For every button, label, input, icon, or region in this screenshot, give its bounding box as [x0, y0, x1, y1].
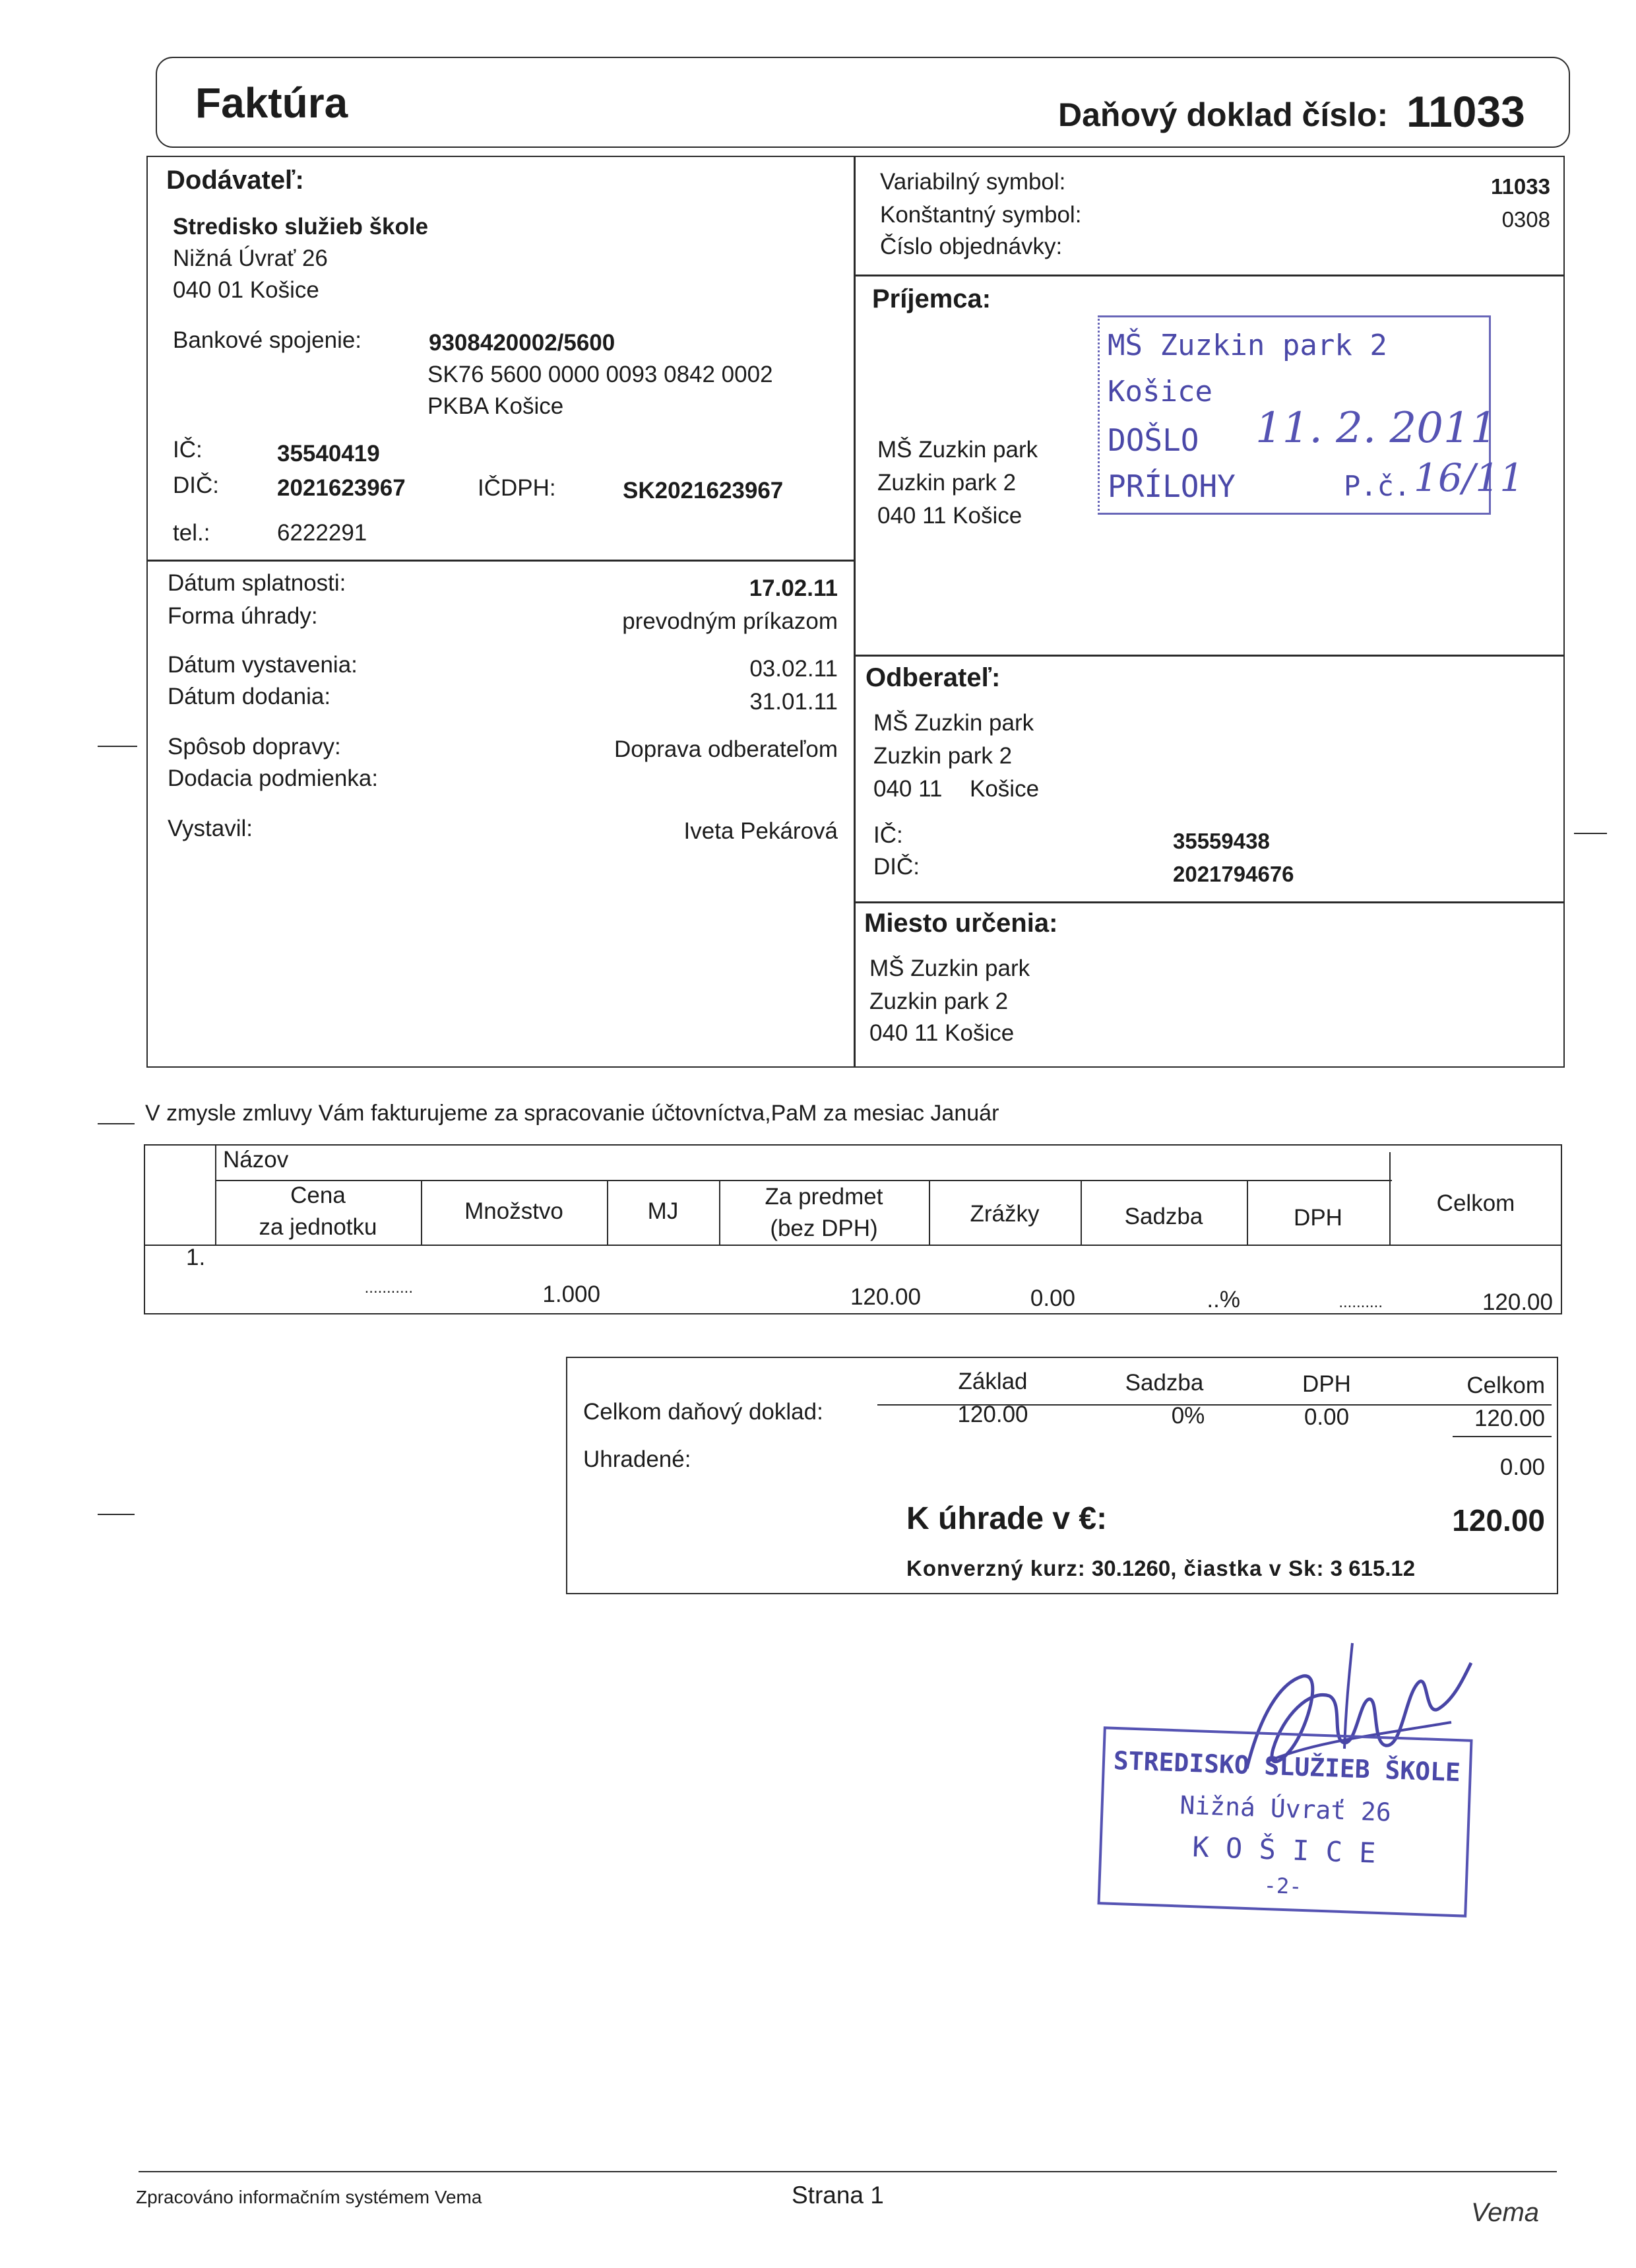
margin-mark-4 — [98, 1514, 135, 1515]
supplier-street: Nižná Úvrať 26 — [173, 245, 328, 271]
supplier-city: 040 01 Košice — [173, 277, 319, 303]
summary-col-total: Celkom — [1466, 1373, 1545, 1398]
col-header-quantity: Množstvo — [464, 1198, 563, 1224]
summary-col-vat: DPH — [1302, 1371, 1351, 1397]
constant-symbol-label: Konštantný symbol: — [880, 202, 1082, 228]
customer-dic: 2021794676 — [1173, 862, 1294, 886]
transport-value: Doprava odberateľom — [614, 736, 838, 762]
info-divider-vertical — [854, 156, 856, 1068]
variable-symbol-value: 11033 — [1491, 174, 1550, 199]
order-number-label: Číslo objednávky: — [880, 234, 1063, 259]
margin-mark-3 — [98, 1123, 135, 1124]
item-deductions: 0.00 — [1030, 1285, 1075, 1311]
received-stamp — [1098, 315, 1525, 515]
received-date-handwritten: 11. 2. 2011 — [1255, 404, 1497, 453]
col-header-name: Názov — [223, 1147, 289, 1173]
company-stamp-line1: STREDISKO SLUŽIEB ŠKOLE — [1113, 1745, 1461, 1788]
summary-vat: 0.00 — [1304, 1404, 1350, 1430]
items-header-line-2 — [144, 1245, 1562, 1246]
footer-line — [139, 2171, 1557, 2172]
item-unit-price: ........... — [364, 1279, 413, 1297]
symbols-bottom-line — [854, 275, 1565, 276]
supplier-dic: 2021623967 — [277, 475, 406, 501]
payment-form-label: Forma úhrady: — [168, 603, 318, 629]
info-frame — [146, 156, 1565, 1068]
col-header-subject-1: Za predmet — [765, 1184, 883, 1210]
item-vat: .......... — [1338, 1293, 1383, 1311]
total-doc-label: Celkom daňový doklad: — [583, 1399, 823, 1425]
terms-label: Dodacia podmienka: — [168, 765, 379, 791]
customer-street: Zuzkin park 2 — [873, 743, 1013, 769]
item-rate: ..% — [1207, 1287, 1240, 1312]
customer-dic-label: DIČ: — [873, 854, 920, 880]
destination-city: 040 11 Košice — [869, 1020, 1015, 1046]
col-header-rate: Sadzba — [1124, 1204, 1203, 1229]
issue-date-label: Dátum vystavenia: — [168, 652, 358, 678]
received-stamp-line1: MŠ Zuzkin park 2 — [1108, 329, 1387, 362]
company-stamp — [1097, 1726, 1472, 1917]
supplier-ico-label: IČ: — [173, 437, 203, 463]
destination-street: Zuzkin park 2 — [869, 988, 1009, 1014]
summary-col-base: Základ — [958, 1369, 1028, 1394]
conversion-line — [906, 1556, 1415, 1581]
item-quantity: 1.000 — [542, 1281, 600, 1307]
supplier-icdph-label: IČDPH: — [478, 475, 556, 501]
bank-label: Bankové spojenie: — [173, 327, 362, 353]
company-stamp-line4: -2- — [1263, 1872, 1303, 1899]
customer-name: MŠ Zuzkin park — [873, 710, 1034, 736]
delivery-date-value: 31.01.11 — [749, 689, 838, 715]
bank-account: 9308420002/5600 — [429, 330, 615, 356]
margin-mark-2 — [1574, 833, 1607, 834]
customer-ico: 35559438 — [1173, 829, 1270, 853]
due-date-value: 17.02.11 — [749, 575, 838, 601]
bank-name: PKBA Košice — [427, 393, 564, 419]
summary-values-line — [1453, 1436, 1552, 1437]
supplier-name: Stredisko služieb škole — [173, 214, 429, 240]
issue-date-value: 03.02.11 — [749, 656, 838, 682]
supplier-icdph: SK2021623967 — [623, 478, 784, 503]
footer-brand-logo: Vema — [1471, 2198, 1540, 2227]
supplier-heading: Dodávateľ: — [166, 166, 304, 195]
summary-col-rate: Sadzba — [1125, 1370, 1204, 1396]
pc-value-handwritten: 16/11 — [1414, 455, 1525, 500]
supplier-bottom-line — [146, 560, 854, 562]
summary-base: 120.00 — [957, 1402, 1028, 1427]
destination-heading: Miesto určenia: — [864, 909, 1058, 938]
col-header-unit-price-2: za jednotku — [259, 1214, 377, 1240]
summary-total: 120.00 — [1474, 1406, 1545, 1431]
due-date-label: Dátum splatnosti: — [168, 570, 346, 596]
customer-postcode: 040 11 — [873, 776, 943, 802]
amount-due-value: 120.00 — [1452, 1503, 1545, 1538]
col-header-subject-2: (bez DPH) — [770, 1215, 878, 1241]
margin-mark-1 — [98, 746, 137, 747]
destination-name: MŠ Zuzkin park — [869, 956, 1030, 981]
supplier-tel: 6222291 — [277, 520, 367, 546]
tax-doc-label: Daňový doklad číslo: — [1058, 96, 1389, 133]
constant-symbol-value: 0308 — [1501, 207, 1550, 232]
transport-label: Spôsob dopravy: — [168, 734, 341, 760]
tax-doc-number: 11033 — [1406, 87, 1525, 136]
issuer-label: Vystavil: — [168, 816, 253, 841]
pc-label: P.č. — [1344, 470, 1411, 502]
customer-ico-label: IČ: — [873, 822, 903, 848]
payment-form-value: prevodným príkazom — [622, 608, 838, 634]
supplier-dic-label: DIČ: — [173, 472, 219, 498]
page-title: Faktúra — [195, 79, 348, 127]
paid-value: 0.00 — [1499, 1454, 1545, 1480]
item-total: 120.00 — [1482, 1289, 1553, 1315]
col-header-unit: MJ — [647, 1198, 679, 1224]
variable-symbol-label: Variabilný symbol: — [880, 169, 1066, 195]
col-header-unit-price-1: Cena — [290, 1183, 346, 1208]
issuer-value: Iveta Pekárová — [683, 818, 838, 844]
item-row-number: 1. — [186, 1245, 206, 1270]
sk-amount: 3 615.12 — [1330, 1556, 1416, 1580]
conversion-rate: 30.1260 — [1091, 1556, 1171, 1580]
footer-system-note: Zpracováno informačním systémem Vema — [136, 2187, 482, 2207]
recipient-city: 040 11 Košice — [877, 503, 1022, 529]
sk-label: , čiastka v Sk: — [1170, 1556, 1325, 1580]
col-header-deductions: Zrážky — [970, 1201, 1040, 1227]
recipient-name: MŠ Zuzkin park — [877, 437, 1038, 463]
col-header-total: Celkom — [1436, 1190, 1515, 1216]
company-stamp-line3: K O Š I C E — [1191, 1831, 1377, 1869]
customer-heading: Odberateľ: — [865, 663, 1001, 692]
paid-label: Uhradené: — [583, 1446, 691, 1472]
customer-bottom-line — [854, 901, 1565, 903]
conversion-label: Konverzný kurz: — [906, 1556, 1086, 1580]
footer-page-number: Strana 1 — [792, 2182, 884, 2209]
received-label: DOŠLO — [1108, 422, 1199, 458]
col-header-vat: DPH — [1294, 1205, 1342, 1231]
recipient-street: Zuzkin park 2 — [877, 470, 1017, 496]
item-subject-amount: 120.00 — [850, 1284, 921, 1310]
recipient-heading: Príjemca: — [872, 284, 991, 313]
amount-due-label: K úhrade v €: — [906, 1501, 1108, 1536]
received-stamp-line2: Košice — [1108, 375, 1212, 408]
items-header-line-1 — [215, 1180, 1392, 1181]
recipient-bottom-line — [854, 655, 1565, 657]
invoice-description: V zmysle zmluvy Vám fakturujeme za spracovanie účtovníctva,PaM za mesiac Január — [145, 1101, 999, 1126]
attachments-label: PRÍLOHY — [1108, 469, 1236, 504]
iban: SK76 5600 0000 0093 0842 0002 — [427, 362, 773, 387]
customer-town: Košice — [970, 776, 1040, 802]
supplier-tel-label: tel.: — [173, 520, 210, 546]
supplier-ico: 35540419 — [277, 441, 380, 467]
company-stamp-line2: Nižná Úvrať 26 — [1179, 1790, 1392, 1827]
delivery-date-label: Dátum dodania: — [168, 684, 331, 709]
summary-rate: 0% — [1171, 1403, 1205, 1429]
